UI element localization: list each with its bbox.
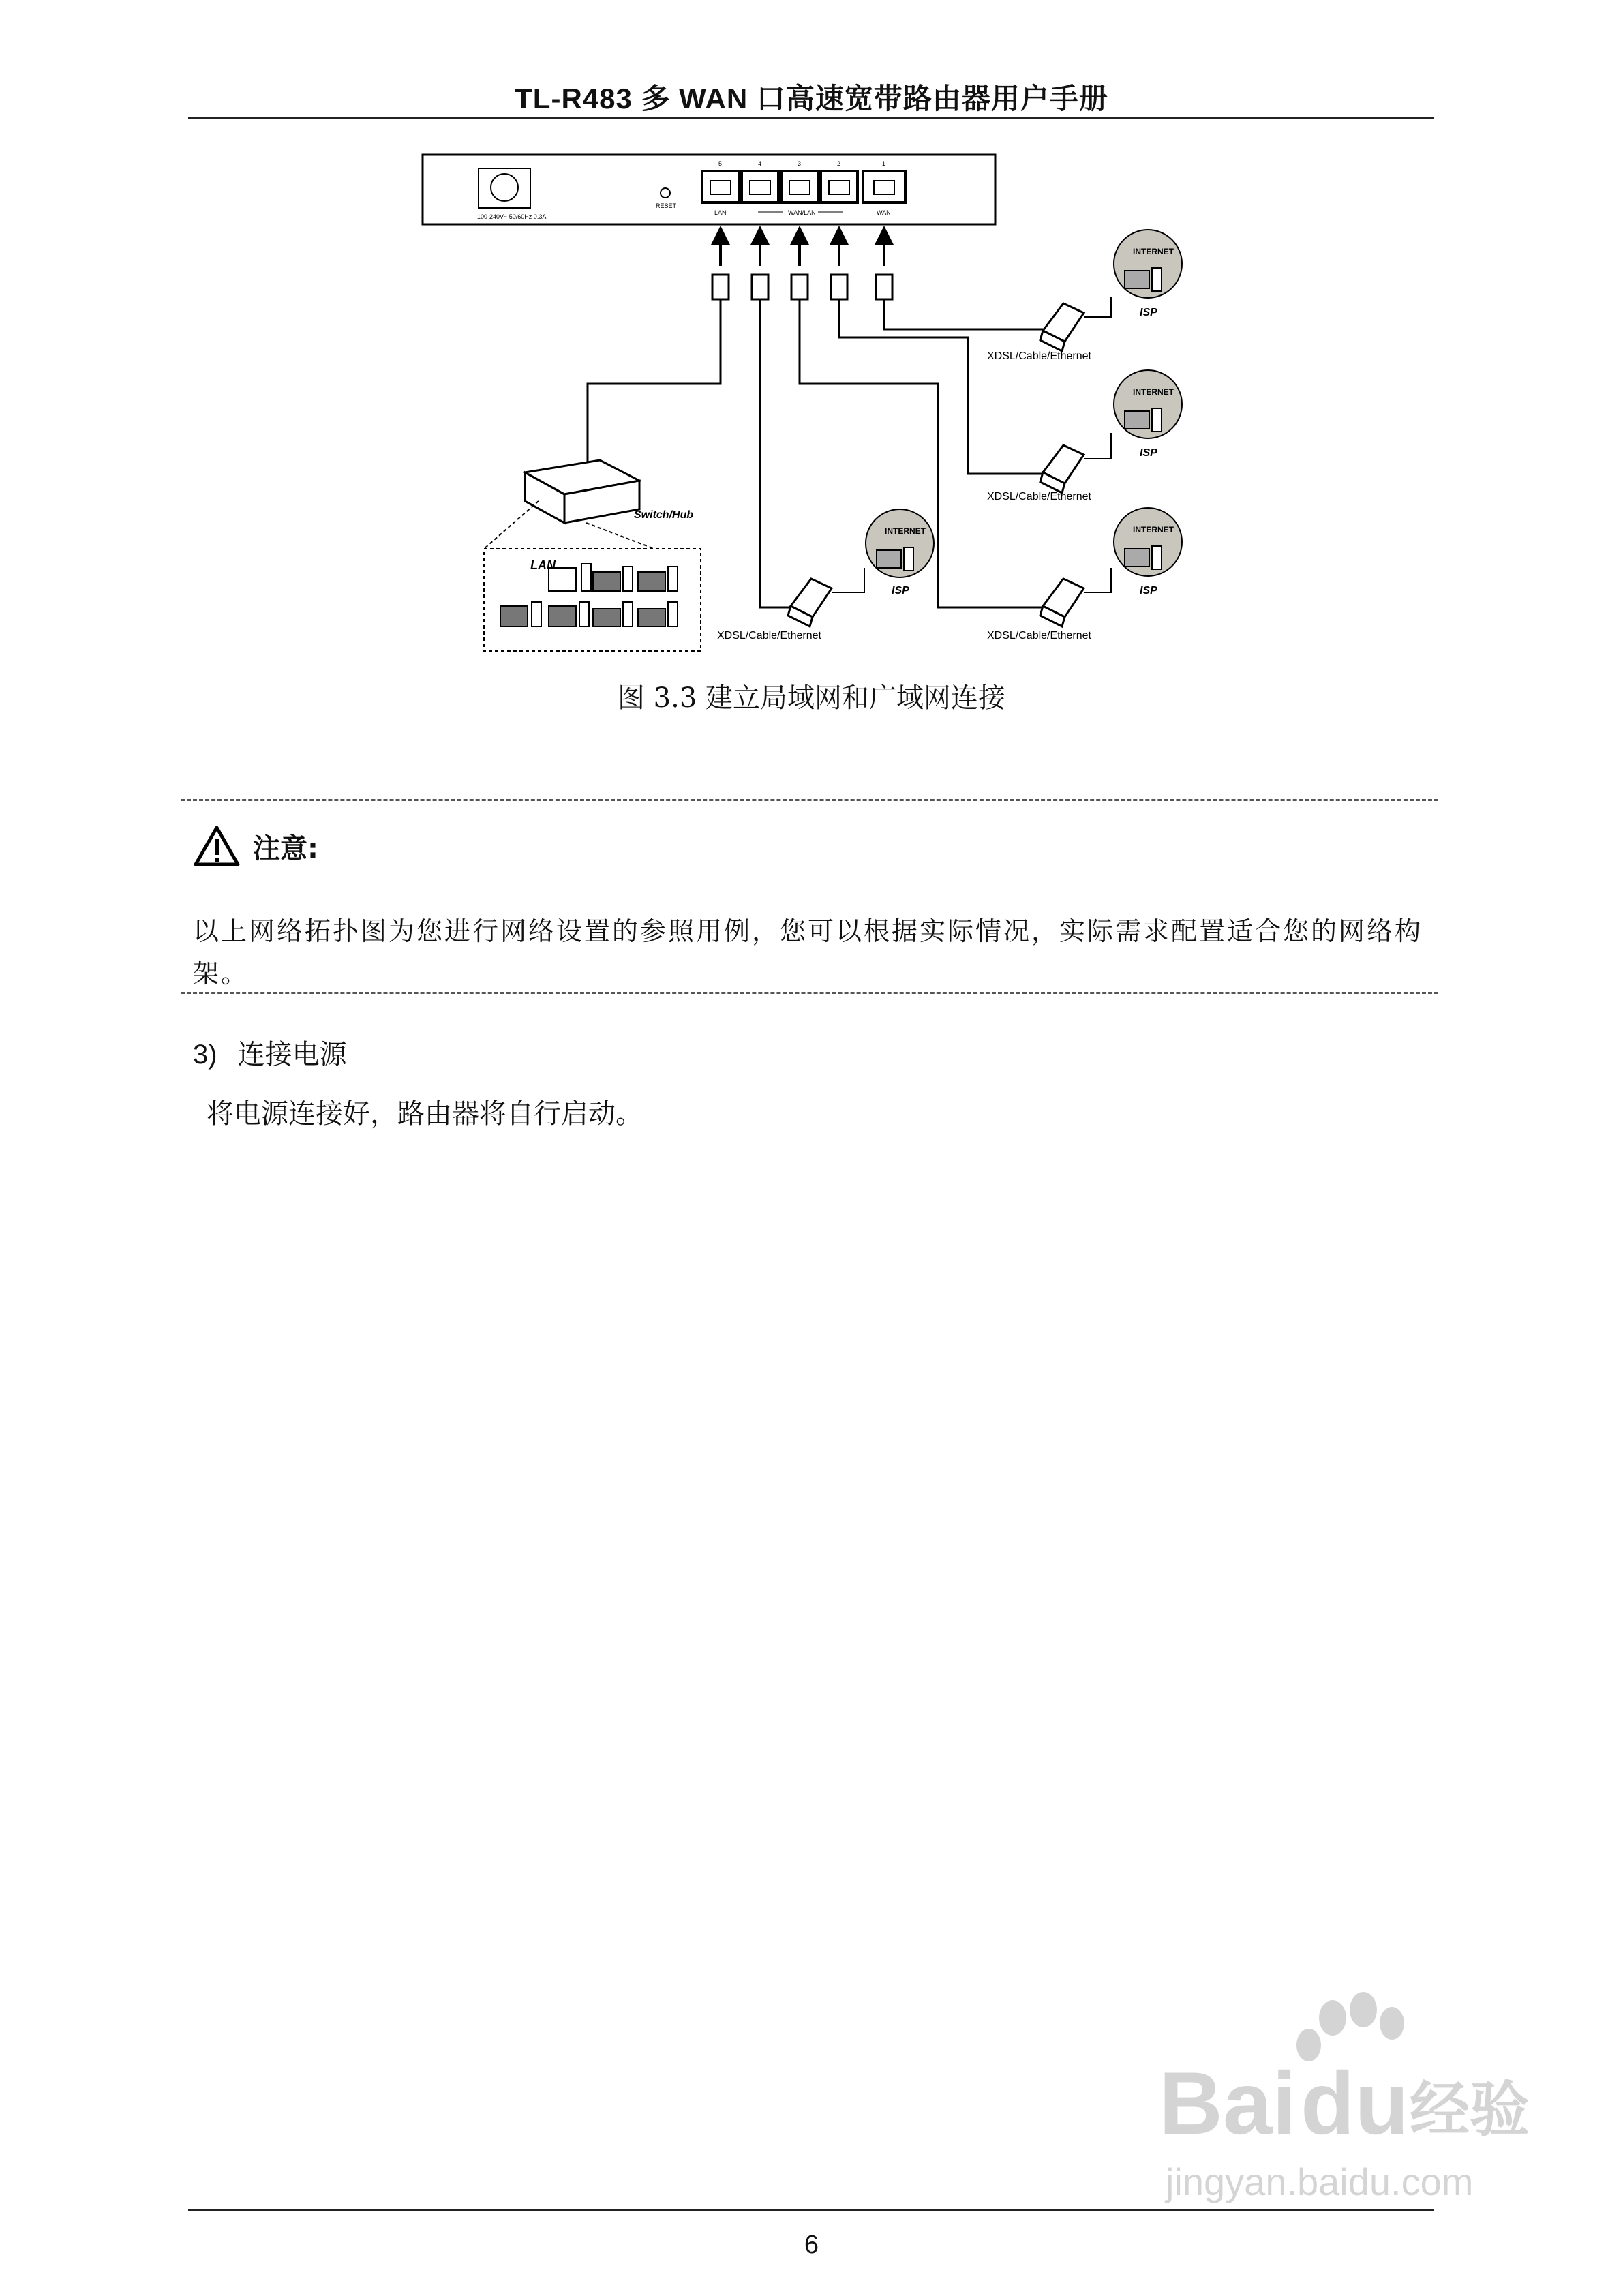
isp-label-4: ISP bbox=[1140, 585, 1157, 596]
watermark-brand-suffix: du bbox=[1301, 2053, 1409, 2153]
lan-group bbox=[484, 501, 701, 651]
paw-icon bbox=[1296, 1992, 1404, 2061]
internet-label-4: INTERNET bbox=[1133, 525, 1174, 534]
note-top-divider bbox=[181, 799, 1438, 801]
power-rating-label: 100-240V~ 50/60Hz 0.3A bbox=[477, 213, 547, 220]
modem-label-4: XDSL/Cable/Ethernet bbox=[987, 630, 1091, 641]
isp-group-bottom-left bbox=[717, 509, 934, 641]
page-number: 6 bbox=[804, 2231, 819, 2259]
watermark-url: jingyan.baidu.com bbox=[1166, 2160, 1474, 2203]
switch-hub-icon bbox=[525, 460, 639, 523]
modem-label-2: XDSL/Cable/Ethernet bbox=[987, 491, 1091, 502]
internet-label-3: INTERNET bbox=[885, 526, 926, 536]
port-number-2: 2 bbox=[837, 160, 841, 167]
network-topology-diagram bbox=[409, 147, 1227, 665]
page-header-title: TL-R483 多 WAN 口高速宽带路由器用户手册 bbox=[515, 82, 1108, 115]
port-number-5: 5 bbox=[718, 160, 723, 167]
rj45-plug-icons bbox=[712, 275, 892, 299]
connector-arrows bbox=[721, 235, 884, 266]
isp-label-1: ISP bbox=[1140, 307, 1157, 318]
port-group-lan: LAN bbox=[714, 209, 727, 216]
port-group-wan: WAN bbox=[877, 209, 891, 216]
ethernet-ports bbox=[702, 171, 905, 202]
watermark-product: 经验 bbox=[1410, 2076, 1530, 2143]
note-heading bbox=[193, 825, 318, 867]
step-number: 3) bbox=[193, 1040, 217, 1070]
watermark-brand: Bai bbox=[1159, 2053, 1297, 2153]
internet-label-1: INTERNET bbox=[1133, 247, 1174, 256]
isp-label-3: ISP bbox=[892, 585, 909, 596]
modem-label-1: XDSL/Cable/Ethernet bbox=[987, 350, 1091, 362]
isp-group-middle bbox=[987, 370, 1182, 502]
reset-label: RESET bbox=[656, 202, 677, 209]
switch-hub-label: Switch/Hub bbox=[634, 509, 694, 521]
step-body: 将电源连接好，路由器将自行启动。 bbox=[207, 1098, 643, 1130]
isp-group-bottom-right bbox=[987, 508, 1182, 641]
network-cables bbox=[588, 299, 1063, 607]
step-title: 连接电源 bbox=[237, 1039, 347, 1070]
port-group-wan-lan: WAN/LAN bbox=[788, 209, 816, 216]
port-number-1: 1 bbox=[882, 160, 886, 167]
note-body: 以上网络拓扑图为您进行网络设置的参照用例，您可以根据实际情况，实际需求配置适合您的网络构架。 bbox=[193, 916, 1423, 988]
header-rule bbox=[188, 117, 1434, 119]
warning-icon bbox=[193, 825, 241, 867]
internet-label-2: INTERNET bbox=[1133, 387, 1174, 397]
isp-group-top bbox=[987, 230, 1182, 362]
modem-label-3: XDSL/Cable/Ethernet bbox=[717, 630, 821, 641]
isp-label-2: ISP bbox=[1140, 447, 1157, 459]
lan-label: LAN bbox=[530, 558, 556, 572]
note-title: 注意: bbox=[253, 832, 318, 864]
footer-rule bbox=[188, 2209, 1434, 2211]
router-panel bbox=[423, 155, 995, 224]
port-number-4: 4 bbox=[758, 160, 762, 167]
baidu-watermark bbox=[1152, 1991, 1534, 2216]
port-number-3: 3 bbox=[798, 160, 802, 167]
note-bottom-divider bbox=[181, 992, 1438, 994]
figure-caption: 图 3.3 建立局域网和广域网连接 bbox=[617, 682, 1006, 714]
step-heading bbox=[193, 1033, 347, 1072]
